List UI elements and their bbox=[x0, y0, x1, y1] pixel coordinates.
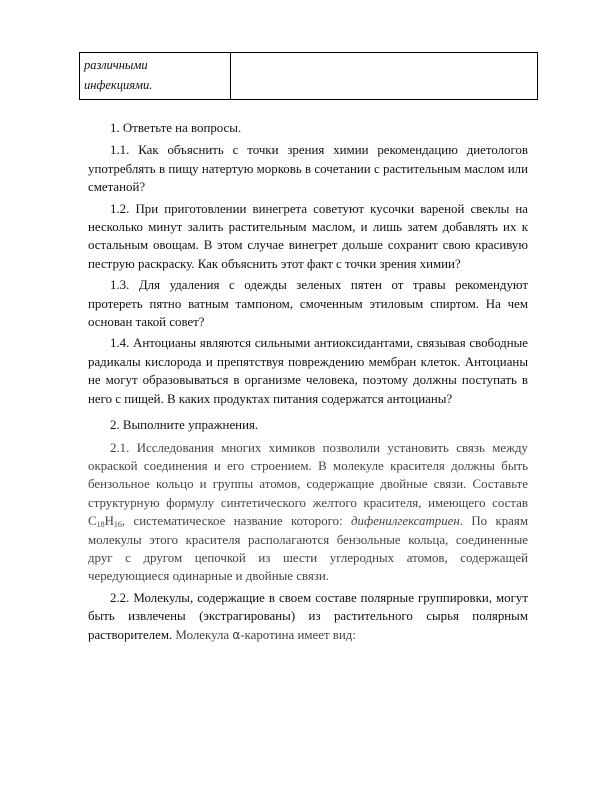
exercise-text: 2.2. Молекулы, содержащие в своем составе полярные группировки, могут быть извлечены (экстрагированы) из растительного сырья полярным растворителем. bbox=[88, 590, 528, 642]
table-cell-text: инфекциями. bbox=[84, 78, 153, 92]
exercise-text: Молекула bbox=[172, 627, 233, 642]
alpha-symbol: α bbox=[232, 627, 241, 642]
exercise-text: -каротина имеет вид: bbox=[240, 627, 356, 642]
exercise-text: , систематическое название которого: bbox=[121, 514, 352, 529]
question-1-1: 1.1. Как объяснить с точки зрения химии рекомендацию диетологов употреблять в пищу натертую морковь в сочетании с растительным маслом или сметаной? bbox=[88, 143, 528, 195]
exercise-text: . По краям молекулы этого красителя располагаются бензольные кольца, соединенные друг с другом цепочкой из шести углеродных атомов, содержащей чередующиеся одинарные и двойные связи. bbox=[88, 514, 528, 584]
section-heading-questions: 1. Ответьте на вопросы. bbox=[110, 121, 242, 135]
formula-element: H bbox=[104, 514, 114, 529]
question-1-2: 1.2. При приготовлении винегрета советуют кусочки вареной свеклы на несколько минут залить растительным маслом, и лишь затем добавлять их к остальным овощам. В этом случае винегрет дольше сохранит свою красивую пеструю раскраску. Как объяснить этот факт с точки зрения химии? bbox=[88, 201, 528, 271]
table-cell-left bbox=[80, 53, 231, 100]
header-table bbox=[79, 52, 538, 100]
exercise-2-2 bbox=[88, 589, 528, 644]
table-cell-right bbox=[231, 53, 538, 100]
exercise-2-1 bbox=[88, 439, 528, 586]
subscript: 16 bbox=[113, 520, 122, 530]
question-1-4: 1.4. Антоцианы являются сильными антиоксидантами, связывая свободные радикалы кислорода и препятствуя повреждению мембран клеток. Антоцианы не могут образовываться в организме человека, поэтому должны поступать в него с пищей. В каких продуктах питания содержатся антоцианы? bbox=[88, 336, 528, 406]
compound-name: дифенилгексатриен bbox=[351, 514, 460, 529]
section-heading-exercises: 2. Выполните упражнения. bbox=[110, 418, 259, 433]
exercise-text: 2.1. Исследования многих химиков позволили установить связь между окраской соединения и его строением. В молекуле красителя должны быть бензольное кольцо и группы атомов, содержащие двойные связи. Составьте структурную формулу синтетического желтого красителя, имеющего состав C bbox=[88, 440, 528, 529]
table-row bbox=[80, 53, 538, 100]
subscript: 18 bbox=[96, 520, 105, 530]
document-body bbox=[88, 119, 528, 647]
table-cell-text: различными bbox=[84, 58, 148, 72]
question-1-3: 1.3. Для удаления с одежды зеленых пятен от травы рекомендуют протереть пятно ватным тампоном, смоченным этиловым спиртом. На чем основан такой совет? bbox=[88, 278, 528, 330]
